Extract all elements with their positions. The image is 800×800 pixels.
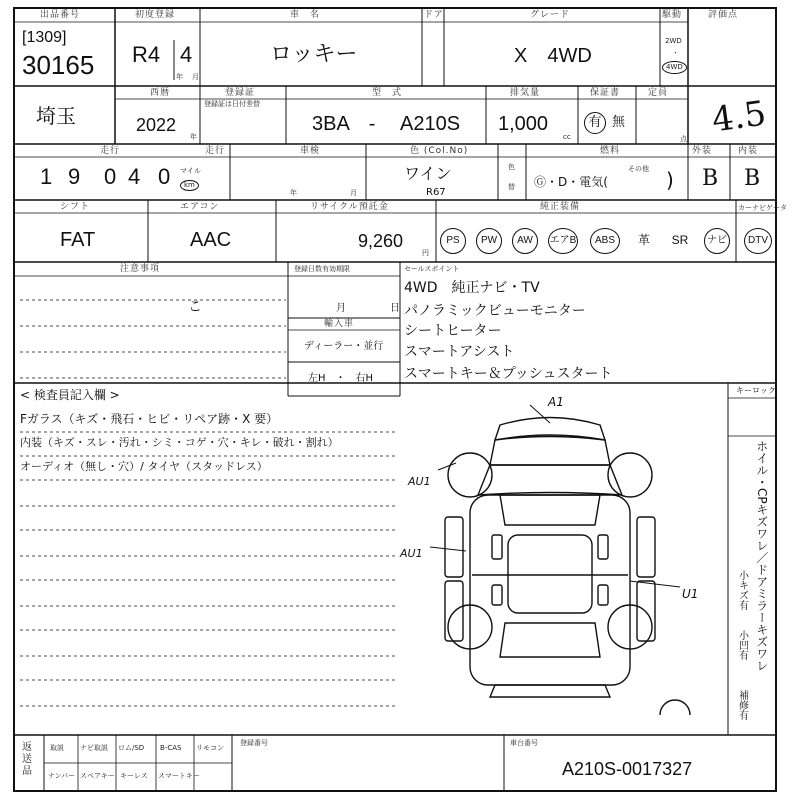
- lot-label: 出品番号: [40, 10, 81, 20]
- sales-point-1: 4WD 純正ナビ・TV: [404, 280, 540, 296]
- equip-airbag: エアB: [548, 228, 578, 254]
- score-label: 評価点: [708, 10, 739, 20]
- side-remark-dent: 小凹有: [736, 630, 748, 660]
- damage-mark-left-front: AU1: [408, 475, 431, 488]
- recycle-yen: 円: [422, 249, 429, 257]
- color-code: R67: [426, 187, 446, 198]
- reg-no-label: 登録番号: [240, 739, 268, 747]
- equip-ps: PS: [440, 228, 466, 254]
- grade-label: グレード: [530, 10, 571, 20]
- warranty-yes: 有: [584, 112, 606, 134]
- returns-label: 返送品: [22, 742, 32, 777]
- shift: FAT: [60, 229, 96, 251]
- equipment-label: 純正装備: [540, 202, 581, 212]
- mileage-digit-1: 1: [40, 164, 53, 189]
- returns-rom-sd: ロム/SD: [118, 744, 145, 752]
- returns-spare-key: スペアキー: [80, 772, 115, 780]
- model-prefix: 3BA -: [312, 113, 376, 135]
- region: 埼玉: [36, 104, 76, 128]
- equip-abs: ABS: [590, 228, 620, 254]
- returns-plate: ナンバー: [48, 772, 76, 780]
- interior-grade: B: [744, 166, 761, 191]
- aircon: AAC: [190, 229, 232, 251]
- warranty-label: 保証書: [590, 88, 621, 98]
- color-label: 色 (Col.No): [410, 146, 469, 156]
- returns-remote: リモコン: [196, 744, 224, 752]
- inspection-year-unit: 年: [290, 189, 297, 197]
- returns-manual: 取説: [50, 744, 64, 752]
- score-value: 4.5: [709, 93, 769, 141]
- equip-leather: 革: [637, 233, 650, 247]
- first-reg-month-unit: 月: [192, 73, 199, 81]
- mileage-digit-4: 4: [128, 164, 141, 189]
- equip-navi: ナビ: [704, 228, 730, 254]
- lot-code: [1309]: [22, 29, 67, 46]
- equip-aw: AW: [512, 228, 538, 254]
- mileage-digit-5: 0: [158, 164, 171, 189]
- score-unit: 点: [680, 135, 687, 143]
- side-remark-repair: 補修有: [736, 690, 748, 720]
- equip-pw: PW: [476, 228, 502, 254]
- first-reg-label: 初度登録: [135, 10, 176, 20]
- car-name: ロッキー: [270, 42, 358, 67]
- car-name-label: 車 名: [290, 10, 321, 20]
- doors-label: ドア: [424, 10, 444, 20]
- capacity-label: 定員: [648, 88, 669, 98]
- fuel-close: ): [666, 168, 674, 192]
- drive-label: 駆動: [662, 10, 683, 20]
- mileage-unit-km: km: [180, 180, 199, 191]
- mileage-label: 走行: [100, 146, 121, 156]
- notes-mark: こ: [188, 299, 202, 315]
- displacement-label: 排気量: [510, 88, 541, 98]
- inspector-line-audio: オーディオ（無し・穴）/ タイヤ（スタッドレス）: [20, 460, 268, 473]
- first-reg-era: R4: [132, 42, 161, 67]
- inspector-line-glass: Fガラス（キズ・飛石・ヒビ・リペア跡・X 要）: [20, 412, 279, 426]
- model-label: 型 式: [372, 88, 403, 98]
- exterior-label: 外装: [692, 146, 713, 156]
- reg-cert-note: 登録証は日付差替: [204, 100, 260, 108]
- navi-type-label: カーナビゲータ: [738, 204, 787, 212]
- interior-label: 内装: [738, 146, 759, 156]
- sales-point-4: スマートアシスト: [404, 344, 515, 360]
- model-code: A210S: [400, 113, 461, 135]
- recycle-label: リサイクル預託金: [310, 202, 389, 212]
- sales-point-5: スマートキー＆プッシュスタート: [404, 366, 613, 382]
- displacement: 1,000: [498, 113, 549, 135]
- frame-number: A210S-0017327: [562, 759, 693, 779]
- damage-mark-front: A1: [548, 395, 564, 409]
- fuel-label: 燃料: [600, 146, 621, 156]
- reg-period-day: 日: [390, 303, 400, 314]
- returns-keyless: キーレス: [120, 772, 148, 780]
- fuel-other: その他: [628, 165, 649, 173]
- year: 2022: [136, 115, 177, 135]
- year-unit: 年: [190, 133, 197, 141]
- inspector-line-interior: 内装（キズ・スレ・汚れ・シミ・コゲ・穴・キレ・破れ・割れ）: [20, 436, 339, 449]
- drive-2wd: 2WD: [665, 37, 682, 45]
- lot-number: 30165: [22, 50, 95, 80]
- returns-navi-manual: ナビ取説: [80, 744, 108, 752]
- equip-dtv: DTV: [744, 228, 772, 254]
- first-reg-month: 4: [180, 42, 193, 67]
- fuel-options: Ⓖ・D・電気(: [534, 175, 608, 189]
- handle-side: 左H ・ 右H: [308, 373, 374, 384]
- reg-period-label: 登録日数有効期限: [294, 265, 350, 273]
- inspection-month-unit: 月: [350, 189, 357, 197]
- returns-bcas: B-CAS: [160, 744, 182, 752]
- key-lock-label: キーロック: [736, 386, 776, 395]
- year-label: 西暦: [150, 88, 171, 98]
- aircon-label: エアコン: [180, 202, 220, 212]
- color-mark-1: 色: [508, 163, 515, 171]
- first-reg-year-unit: 年: [176, 73, 183, 81]
- frame-no-label: 車台番号: [510, 739, 538, 747]
- inspector-title: < 検査員記入欄 >: [20, 388, 120, 402]
- mileage-digit-2: 9: [68, 164, 81, 189]
- reg-cert-label: 登録証: [225, 88, 256, 98]
- drive-4wd: 4WD: [662, 61, 687, 74]
- warranty-no: 無: [612, 115, 626, 130]
- color-mark-2: 替: [508, 183, 515, 191]
- side-remark-scratch: 小キズ有: [736, 570, 748, 610]
- sales-point-3: シートヒーター: [404, 323, 502, 339]
- reg-period-month: 月: [336, 303, 346, 314]
- odometer-label: 走行: [205, 146, 226, 156]
- shift-label: シフト: [60, 202, 91, 212]
- mileage-digit-3: 0: [104, 164, 117, 189]
- mileage-unit-mile: マイル: [180, 167, 201, 175]
- side-remarks: ホイル・CPキズワレ／ドアミラーキズワレ: [754, 440, 769, 672]
- cc-unit: cc: [563, 133, 571, 141]
- recycle-fee: 9,260: [358, 231, 404, 251]
- inspection-label: 車検: [300, 146, 321, 156]
- import-label: 輸入車: [324, 319, 355, 329]
- damage-mark-left-side: AU1: [400, 547, 423, 560]
- returns-smart-key: スマートキー: [158, 772, 200, 780]
- damage-mark-right-rear: U1: [682, 587, 699, 601]
- color-name: ワイン: [404, 164, 452, 183]
- sales-point-2: パノラミックビューモニター: [404, 303, 586, 319]
- exterior-grade: B: [702, 166, 719, 191]
- sales-points-label: セールスポイント: [404, 265, 460, 273]
- equip-sunroof: SR: [671, 233, 689, 247]
- drive-sep: ・: [672, 49, 679, 57]
- notes-label: 注意事項: [120, 264, 161, 274]
- car-damage-diagram: [400, 395, 730, 715]
- car-grade: X 4WD: [514, 45, 592, 67]
- dealer-parallel: ディーラー・並行: [304, 341, 384, 352]
